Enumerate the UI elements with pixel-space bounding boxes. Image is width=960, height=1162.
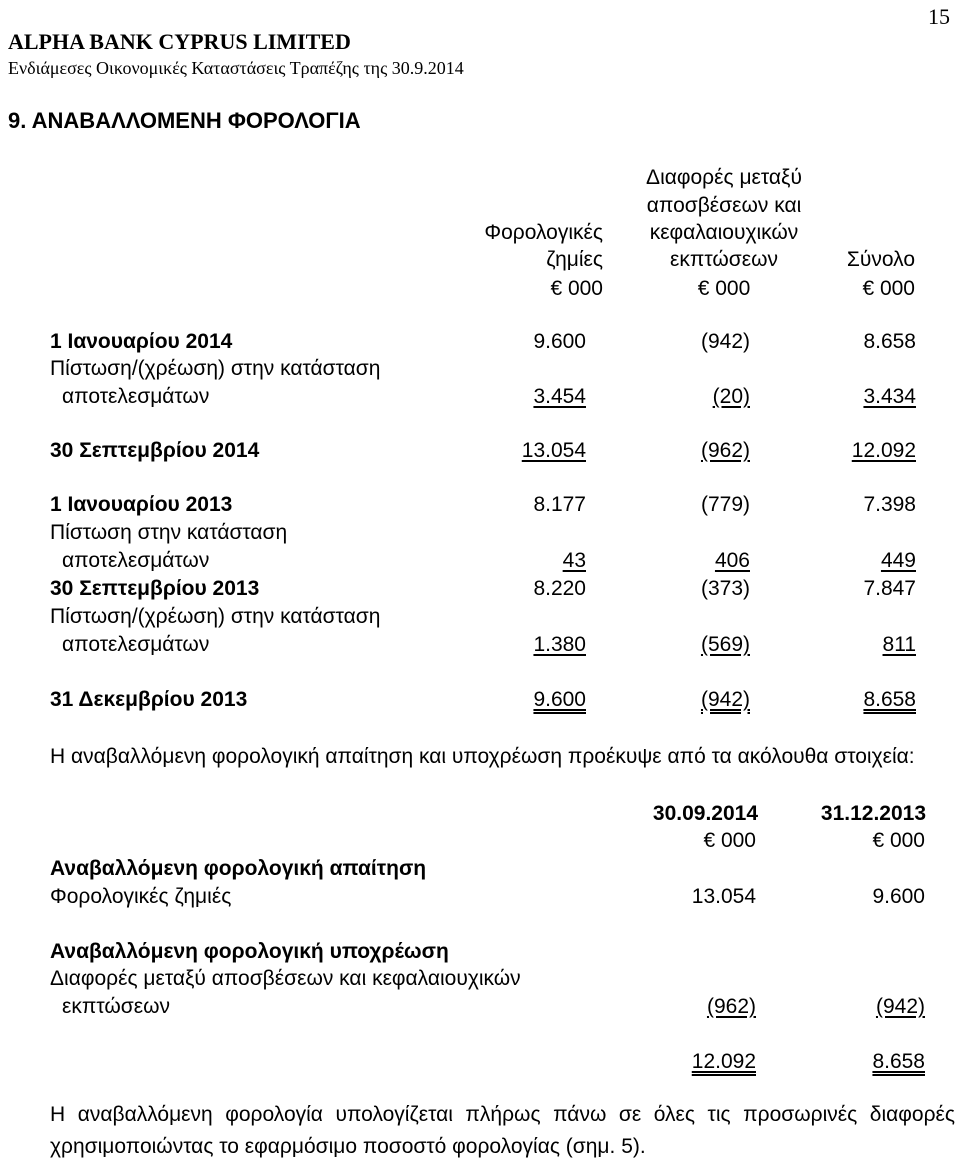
row-value-total: 811 — [882, 633, 916, 656]
report-subtitle: Ενδιάμεσες Οικονομικές Καταστάσεις Τραπέζης της 30.9.2014 — [8, 58, 464, 78]
liability-value-2014: (962) — [706, 995, 756, 1018]
col-header-differences-line2: αποσβέσεων και — [646, 194, 802, 217]
row-value-tax-losses: 8.177 — [533, 493, 586, 516]
col-header-tax-losses-unit: € 000 — [550, 277, 603, 300]
footer-paragraph: Η αναβαλλόμενη φορολογία υπολογίζεται πλήρως πάνω σε όλες τις προσωρινές διαφορές χρησιμοποιώντας το εφαρμόσιμο ποσοστό φορολογίας (σημ. 5). — [50, 1103, 955, 1158]
row-value-differences: 406 — [714, 549, 750, 572]
row-value-total: 8.658 — [863, 688, 916, 711]
total-value-2014: 12.092 — [691, 1050, 756, 1073]
row-value-tax-losses: 9.600 — [533, 330, 586, 353]
row-value-total: 7.398 — [863, 493, 916, 516]
asset-label: Φορολογικές ζημιές — [50, 885, 232, 908]
row-label: 1 Ιανουαρίου 2013 — [50, 493, 233, 516]
liability-label-line1: Διαφορές μεταξύ αποσβέσεων και κεφαλαιουχικών — [50, 967, 521, 990]
row-value-differences: (569) — [700, 633, 750, 656]
row-value-tax-losses: 3.454 — [533, 385, 586, 408]
total-value-2013: 8.658 — [872, 1050, 925, 1073]
row-value-total: 12.092 — [851, 439, 916, 462]
row-label: 30 Σεπτεμβρίου 2014 — [50, 439, 260, 462]
row-value-total: 8.658 — [863, 330, 916, 353]
col-header-total-unit: € 000 — [862, 277, 915, 300]
row-value-differences: (942) — [700, 688, 750, 711]
row-value-tax-losses: 13.054 — [521, 439, 586, 462]
row-value-total: 7.847 — [863, 577, 916, 600]
balance-col-header-2013: 31.12.2013 — [820, 802, 926, 825]
row-value-differences: (962) — [700, 439, 750, 462]
col-header-differences-unit: € 000 — [697, 277, 751, 300]
row-label-line2: αποτελεσμάτων — [62, 385, 210, 408]
row-value-differences: (779) — [700, 493, 750, 516]
asset-value-2013: 9.600 — [872, 885, 925, 908]
row-value-differences: (20) — [712, 385, 750, 408]
row-label-line1: Πίστωση στην κατάσταση — [50, 521, 288, 544]
intro-paragraph: Η αναβαλλόμενη φορολογική απαίτηση και υποχρέωση προέκυψε από τα ακόλουθα στοιχεία: — [50, 745, 915, 768]
liability-label-line2: εκπτώσεων — [62, 995, 170, 1018]
row-label-line1: Πίστωση/(χρέωση) στην κατάσταση — [50, 605, 381, 628]
liability-heading: Αναβαλλόμενη φορολογική υποχρέωση — [50, 940, 449, 963]
company-name: ALPHA BANK CYPRUS LIMITED — [8, 29, 351, 54]
asset-value-2014: 13.054 — [691, 885, 756, 908]
row-label-line1: Πίστωση/(χρέωση) στην κατάσταση — [50, 357, 381, 380]
row-label: 30 Σεπτεμβρίου 2013 — [50, 577, 260, 600]
col-header-differences-line4: εκπτώσεων — [670, 248, 778, 271]
row-value-tax-losses: 1.380 — [533, 633, 586, 656]
row-value-tax-losses: 8.220 — [533, 577, 586, 600]
row-value-total: 3.434 — [863, 385, 916, 408]
col-header-tax-losses-line2: ζημίες — [546, 248, 603, 271]
row-value-tax-losses: 43 — [562, 549, 586, 572]
row-label-line2: αποτελεσμάτων — [62, 549, 210, 572]
asset-heading: Αναβαλλόμενη φορολογική απαίτηση — [50, 857, 427, 880]
balance-col-header-2014: 30.09.2014 — [652, 802, 758, 825]
liability-value-2013: (942) — [875, 995, 925, 1018]
row-label-line2: αποτελεσμάτων — [62, 633, 210, 656]
row-value-differences: (373) — [700, 577, 750, 600]
row-label: 1 Ιανουαρίου 2014 — [50, 330, 233, 353]
row-value-total: 449 — [880, 549, 916, 572]
row-value-tax-losses: 9.600 — [533, 688, 586, 711]
col-header-tax-losses-line1: Φορολογικές — [484, 221, 603, 244]
col-header-differences-line1: Διαφορές μεταξύ — [646, 166, 802, 189]
col-header-total: Σύνολο — [846, 248, 915, 271]
balance-col-unit-2014: € 000 — [703, 829, 756, 852]
row-value-differences: (942) — [700, 330, 750, 353]
row-label: 31 Δεκεμβρίου 2013 — [50, 688, 248, 711]
col-header-differences-line3: κεφαλαιουχικών — [649, 221, 799, 244]
balance-col-unit-2013: € 000 — [872, 829, 925, 852]
page-number: 15 — [928, 4, 950, 29]
section-title: 9. ΑΝΑΒΑΛΛΟΜΕΝΗ ΦΟΡΟΛΟΓΙΑ — [8, 108, 361, 133]
